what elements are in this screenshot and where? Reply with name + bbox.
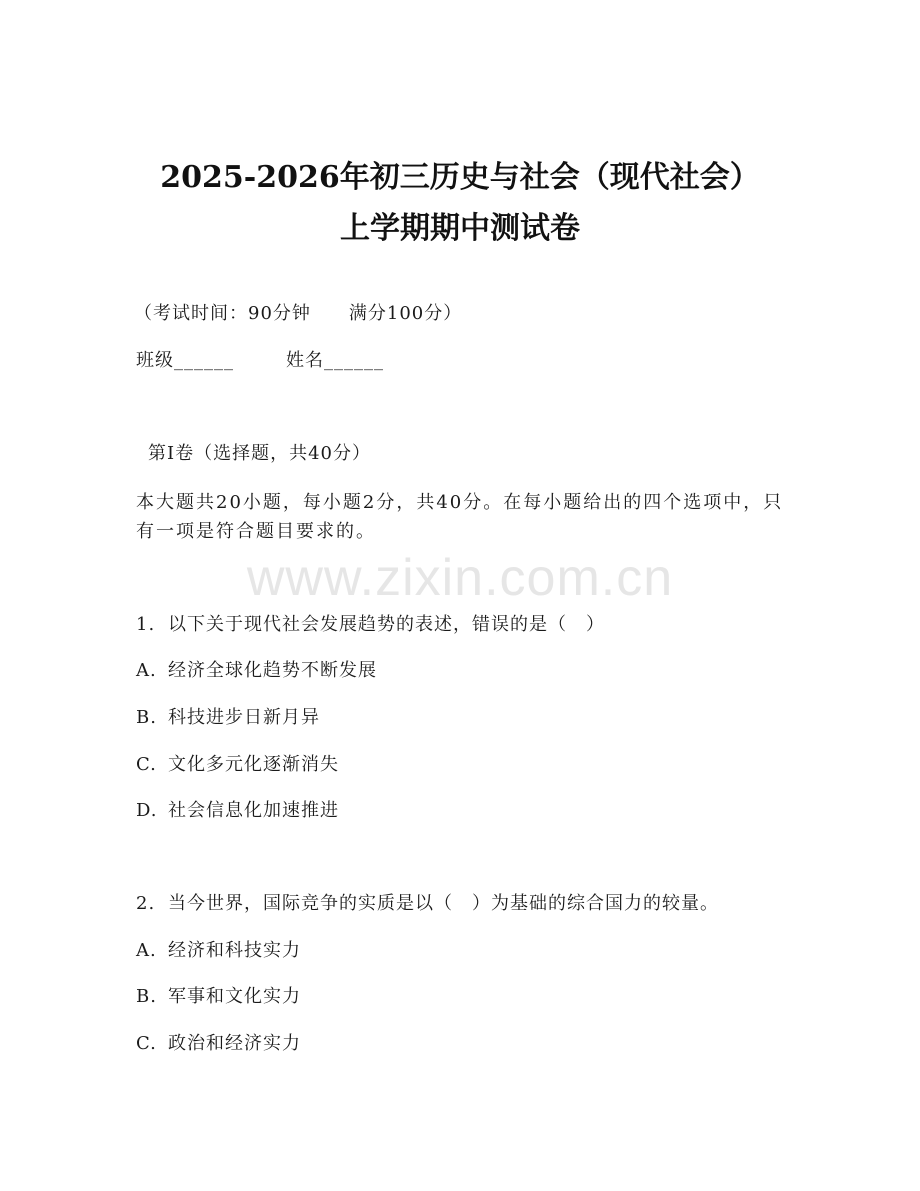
question-number: 1.	[136, 614, 156, 635]
student-info-line	[136, 349, 384, 373]
section-title: 第Ⅰ卷（选择题，共40分）	[148, 443, 372, 464]
question-1-option-c	[136, 753, 339, 777]
option-label: B.	[136, 707, 157, 728]
watermark: www.zixin.com.cn	[246, 549, 674, 607]
question-2-option-c	[136, 1032, 301, 1056]
option-label: A.	[136, 660, 157, 681]
section-instructions: 本大题共20小题，每小题2分，共40分。在每小题给出的四个选项中，只有一项是符合题目要求的。	[136, 492, 784, 542]
option-label: C.	[136, 1033, 157, 1054]
question-1-option-a	[136, 659, 377, 683]
option-label: C.	[136, 754, 157, 775]
option-text: 政治和经济实力	[168, 1033, 301, 1054]
option-label: A.	[136, 940, 157, 961]
question-text: 以下关于现代社会发展趋势的表述，错误的是（ ）	[168, 614, 605, 635]
option-text: 军事和文化实力	[168, 986, 301, 1007]
option-label: B.	[136, 986, 157, 1007]
option-label: D.	[136, 800, 158, 821]
question-1-option-d	[136, 799, 339, 823]
option-text: 社会信息化加速推进	[168, 800, 339, 821]
question-1	[136, 613, 605, 637]
question-text: 当今世界，国际竞争的实质是以（ ）为基础的综合国力的较量。	[168, 893, 719, 914]
question-1-option-b	[136, 706, 320, 730]
question-2	[136, 892, 719, 916]
question-number: 2.	[136, 893, 156, 914]
exam-info: （考试时间：90分钟 满分100分）	[134, 303, 463, 324]
document-title-line-2: 上学期期中测试卷	[340, 211, 580, 246]
name-field: 姓名______	[286, 350, 384, 371]
option-text: 文化多元化逐渐消失	[168, 754, 339, 775]
option-text: 科技进步日新月异	[168, 707, 320, 728]
question-2-option-b	[136, 985, 301, 1009]
option-text: 经济全球化趋势不断发展	[168, 660, 377, 681]
question-2-option-a	[136, 939, 301, 963]
option-text: 经济和科技实力	[168, 940, 301, 961]
class-field: 班级______	[136, 350, 234, 371]
document-title-line-1: 2025-2026年初三历史与社会（现代社会）	[160, 160, 760, 195]
